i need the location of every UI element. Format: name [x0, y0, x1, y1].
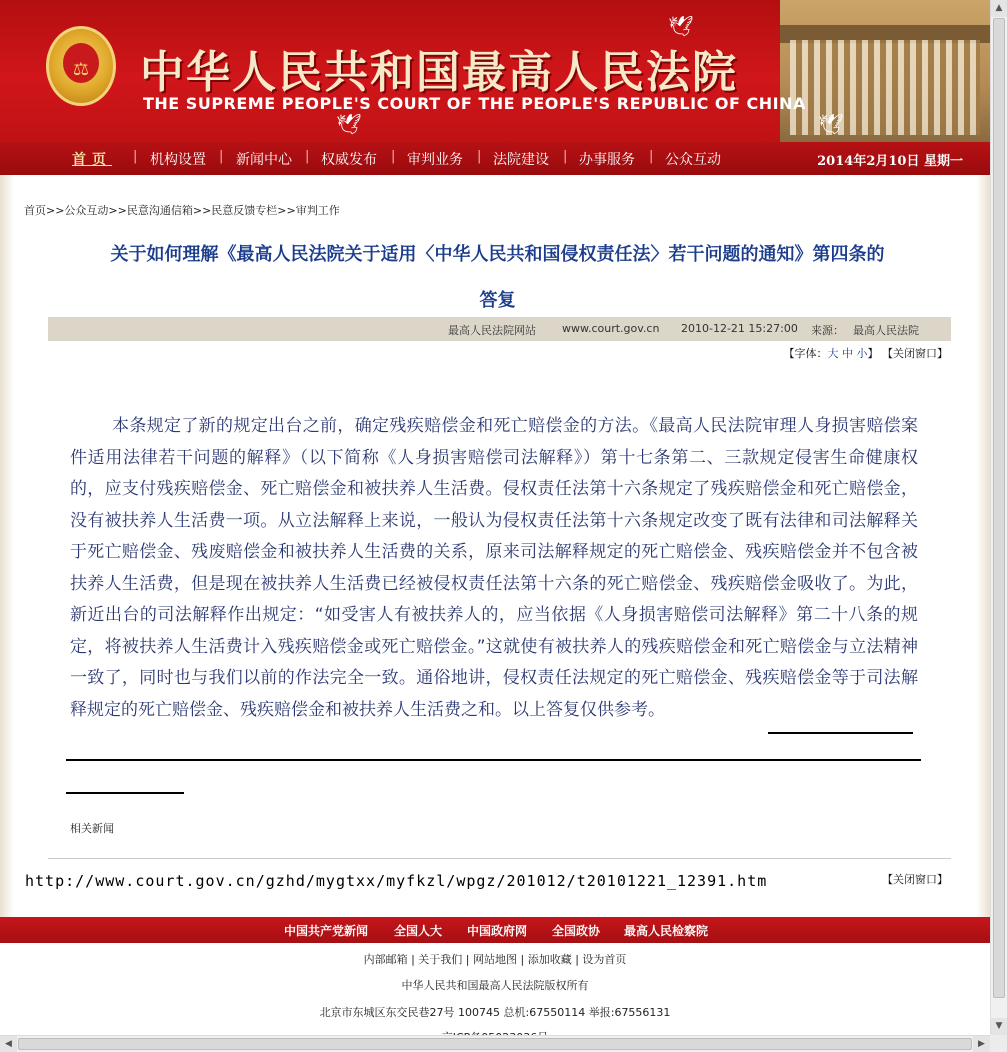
font-size-tools — [784, 345, 949, 361]
nav-separator: | — [305, 149, 310, 164]
meta-site: 最高人民法院网站 — [448, 324, 536, 337]
close-window-link-bottom[interactable]: 【关闭窗口】 — [882, 873, 948, 886]
article-url: http://www.court.gov.cn/gzhd/mygtxx/myfkzl/wpgz/201012/t20101221_12391.htm — [25, 872, 768, 890]
footer-sublink-about[interactable]: 关于我们 — [418, 953, 463, 966]
nav-separator: | — [563, 149, 568, 164]
footer-sublinks: 内部邮箱 | 关于我们 | 网站地图 | 添加收藏 | 设为首页 — [363, 953, 627, 966]
vertical-scrollbar[interactable] — [990, 0, 1007, 1035]
footer-sublink-bookmark[interactable]: 添加收藏 — [527, 953, 572, 966]
font-size-end: 】 — [867, 347, 879, 360]
horizontal-scrollbar[interactable] — [0, 1035, 990, 1052]
nav-separator: | — [133, 149, 138, 164]
meta-source: 最高人民法院 — [853, 324, 919, 337]
meta-source-label: 来源： — [811, 324, 844, 337]
scroll-left-arrow-icon[interactable]: ◀ — [0, 1036, 17, 1052]
dove-icon: 🕊 — [668, 14, 694, 38]
meta-datetime: 2010-12-21 15:27:00 — [681, 322, 798, 335]
footer — [0, 943, 990, 1035]
meta-domain: www.court.gov.cn — [562, 322, 660, 335]
current-date: 2014年2月10日 星期一 — [817, 154, 963, 169]
font-size-large-link[interactable]: 大 — [827, 347, 839, 360]
scroll-right-arrow-icon[interactable]: ▶ — [973, 1036, 990, 1052]
nav-separator: | — [649, 149, 654, 164]
horizontal-scroll-thumb[interactable] — [18, 1038, 972, 1050]
footer-link-cpc-news[interactable]: 中国共产党新闻 — [284, 924, 369, 938]
footer-links-bar — [0, 917, 990, 943]
nav-item-news[interactable]: 新闻中心 — [236, 152, 292, 168]
underline-mark — [768, 732, 913, 734]
scroll-down-arrow-icon[interactable]: ▼ — [991, 1018, 1007, 1035]
footer-link-cppcc[interactable]: 全国政协 — [552, 924, 601, 938]
scrollbar-corner — [990, 1035, 1007, 1052]
font-size-medium-link[interactable]: 中 — [842, 347, 853, 360]
footer-link-npc[interactable]: 全国人大 — [394, 924, 443, 938]
footer-sublink-homepage[interactable]: 设为首页 — [582, 953, 627, 966]
font-size-label: 【字体： — [783, 347, 828, 360]
article-title-line1: 关于如何理解《最高人民法院关于适用〈中华人民共和国侵权责任法〉若干问题的通知》第四条的 — [110, 244, 885, 265]
article-title — [30, 232, 965, 324]
main-nav — [0, 142, 990, 175]
font-size-small-link[interactable]: 小 — [856, 347, 868, 360]
footer-sublink-sitemap[interactable]: 网站地图 — [473, 953, 517, 966]
article-title-line2: 答复 — [479, 290, 516, 311]
underline-mark — [66, 792, 184, 794]
scroll-up-arrow-icon[interactable]: ▲ — [991, 0, 1007, 17]
court-building-image — [780, 0, 990, 142]
nav-separator: | — [219, 149, 224, 164]
underline-mark — [66, 759, 921, 761]
related-news-heading: 相关新闻 — [70, 822, 114, 835]
vertical-scroll-thumb[interactable] — [993, 18, 1005, 998]
dove-icon: 🕊 — [336, 112, 362, 136]
divider — [48, 858, 951, 859]
nav-item-organization[interactable]: 机构设置 — [150, 152, 206, 168]
footer-link-gov[interactable]: 中国政府网 — [467, 924, 528, 938]
footer-sublink-mail[interactable]: 内部邮箱 — [363, 953, 408, 966]
nav-item-interaction[interactable]: 公众互动 — [665, 152, 721, 168]
dove-icon: 🕊 — [818, 112, 844, 136]
nav-separator: | — [391, 149, 396, 164]
footer-link-procuratorate[interactable]: 最高人民检察院 — [624, 924, 709, 938]
article-body: 本条规定了新的规定出台之前，确定残疾赔偿金和死亡赔偿金的方法。《最高人民法院审理人身损害赔偿案件适用法律若干问题的解释》（以下简称《人身损害赔偿司法解释》）第十七条第二、三款规定侵害生命健康权的，应支付残疾赔偿金、死亡赔偿金和被扶养人生活费。侵权责任法第十六条规定了残疾赔偿金和死亡赔偿金，没有被扶养人生活费一项。从立法解释上来说，一般认为侵权责任法第十六条规定改变了既有法律和司法解释关于死亡赔偿金、残废赔偿金和被扶养人生活费的关系，原来司法解释规定的死亡赔偿金、残疾赔偿金并不包含被扶养人生活费，但是现在被扶养人生活费已经被侵权责任法第十六条的死亡赔偿金、残疾赔偿金吸收了。为此，新近出台的司法解释作出规定：“如受害人有被扶养人的，应当依据《人身损害赔偿司法解释》第二十八条的规定，将被扶养人生活费计入残疾赔偿金或死亡赔偿金。”这就使有被扶养人的残疾赔偿金和死亡赔偿金与立法精神一致了，同时也与我们以前的作法完全一致。通俗地讲，侵权责任法规定的死亡赔偿金、残疾赔偿金等于司法解释规定的死亡赔偿金、残疾赔偿金和被扶养人生活费之和。以上答复仅供参考。 — [70, 416, 918, 720]
footer-address: 北京市东城区东交民巷27号 100745 总机:67550114 举报:67556131 — [319, 1006, 671, 1019]
nav-item-construction[interactable]: 法院建设 — [493, 152, 549, 168]
content-panel — [0, 175, 990, 917]
site-title-chinese: 中华人民共和国最高人民法院 — [140, 47, 738, 98]
nav-item-trial[interactable]: 审判业务 — [407, 152, 463, 168]
close-window-link[interactable]: 【关闭窗口】 — [882, 347, 948, 360]
site-title-english: THE SUPREME PEOPLE'S COURT OF THE PEOPLE'S REPUBLIC OF CHINA — [143, 94, 806, 113]
nav-item-releases[interactable]: 权威发布 — [321, 152, 377, 168]
nav-item-home[interactable]: 首页 — [72, 152, 112, 168]
breadcrumb[interactable]: 首页>>公众互动>>民意沟通信箱>>民意反馈专栏>>审判工作 — [24, 204, 340, 217]
article-meta-bar — [48, 317, 951, 341]
footer-copyright: 中华人民共和国最高人民法院版权所有 — [401, 979, 589, 992]
nav-separator: | — [477, 149, 482, 164]
court-emblem-icon: ⚖ — [46, 26, 116, 106]
nav-item-services[interactable]: 办事服务 — [579, 152, 635, 168]
site-banner — [0, 0, 990, 142]
